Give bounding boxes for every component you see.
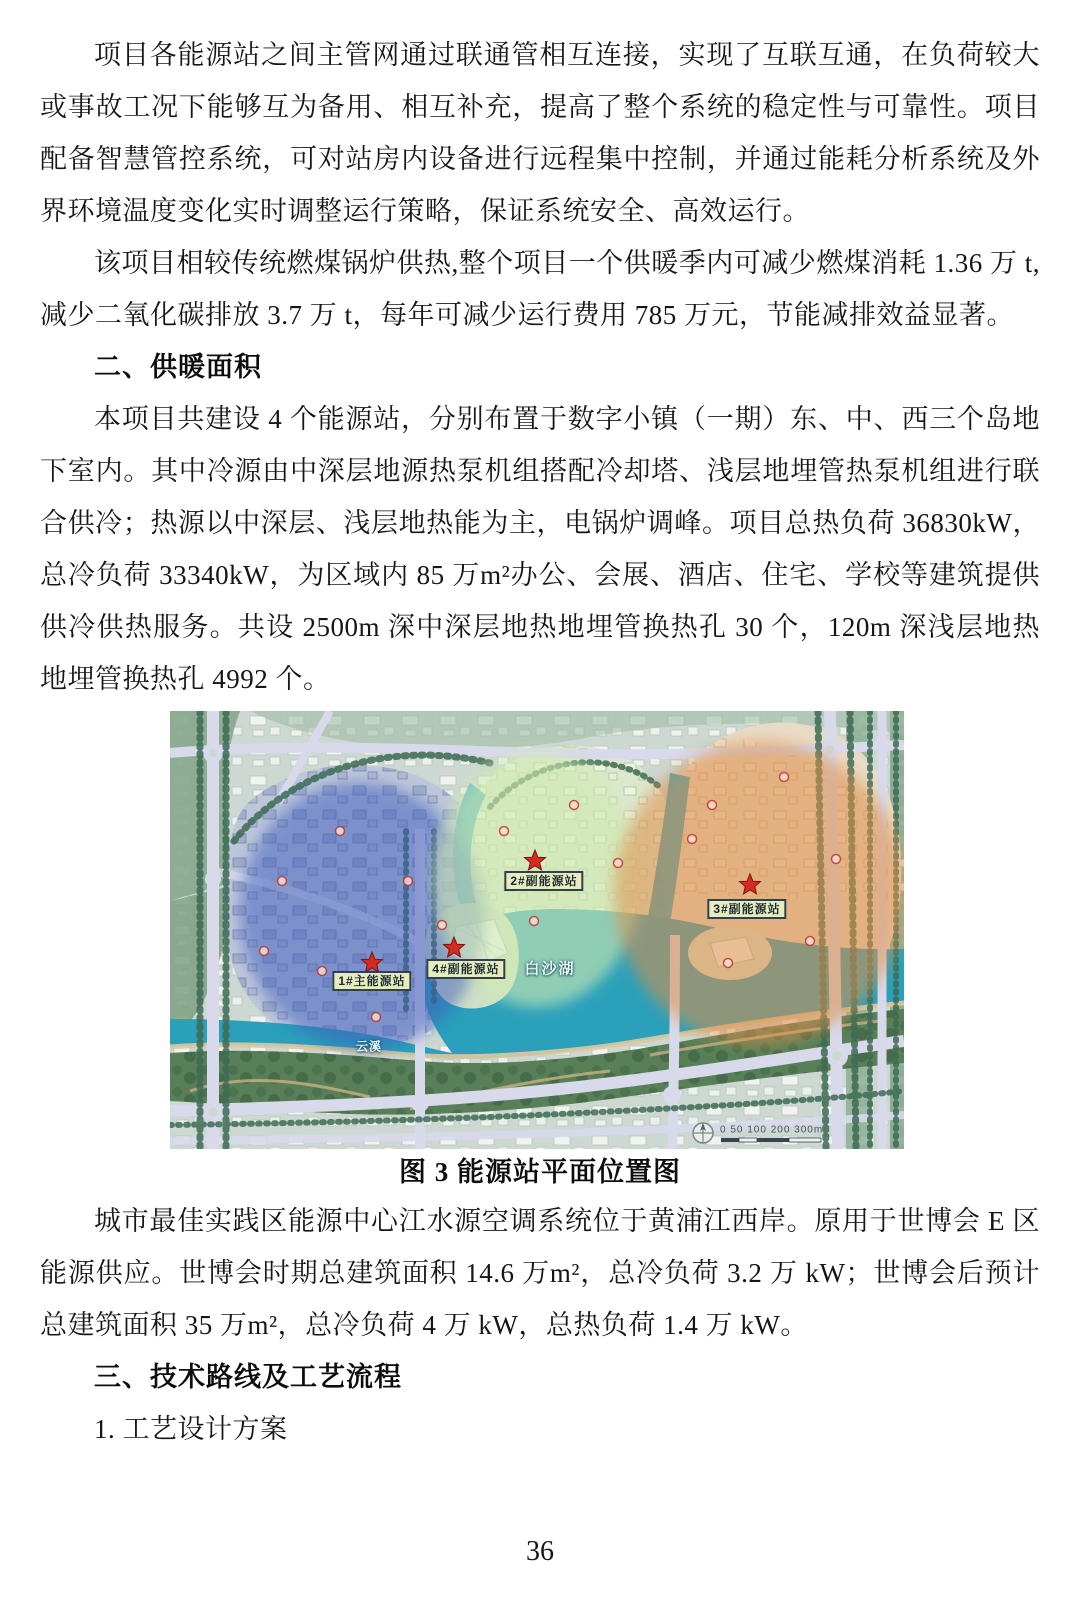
river-name-label: 云溪: [355, 1039, 383, 1054]
page-number: 36: [526, 1536, 554, 1567]
station2-label: 2#副能源站: [504, 871, 583, 891]
heading-technical-route: 三、技术路线及工艺流程: [94, 1362, 402, 1392]
paragraph-station-construction: 本项目共建设 4 个能源站，分别布置于数字小镇（一期）东、中、西三个岛地下室内。其中冷源由中深层地源热泵机组搭配冷却塔、浅层地埋管热泵机组进行联合供冷；热源以中深层、浅层地热能为主，电锅炉调峰。项目总热负荷 36830kW，总冷负荷 33340kW，为区域内 85 万m²办公、会展、酒店、住宅、学校等建筑提供供冷供热服务。共设 2500m 深中深层地热地埋管换热孔 30 个，120m 深浅层地热地埋管换热孔 4992 个。: [40, 404, 1040, 694]
station3-label: 3#副能源站: [707, 899, 786, 919]
paragraph-urban-best-practice: 城市最佳实践区能源中心江水源空调系统位于黄浦江西岸。原用于世博会 E 区能源供应。世博会时期总建筑面积 14.6 万m²，总冷负荷 3.2 万 kW；世博会后预计总建筑面积 35 万m²，总冷负荷 4 万 kW，总热负荷 1.4 万 kW。: [40, 1206, 1040, 1340]
paragraph-energy-saving-benefits: 该项目相较传统燃煤锅炉供热,整个项目一个供暖季内可减少燃煤消耗 1.36 万 t,减少二氧化碳排放 3.7 万 t，每年可减少运行费用 785 万元，节能减排效益显著。: [40, 248, 1040, 330]
list-item-process-design: 1. 工艺设计方案: [94, 1414, 288, 1444]
lake-name-label: 白沙湖: [524, 960, 576, 978]
site-plan-map: [170, 711, 904, 1149]
figure-caption: 图 3 能源站平面位置图: [399, 1157, 681, 1187]
paragraph-network-interconnection: 项目各能源站之间主管网通过联通管相互连接，实现了互联互通，在负荷较大或事故工况下能够互为备用、相互补充，提高了整个系统的稳定性与可靠性。项目配备智慧管控系统，可对站房内设备进行远程集中控制，并通过能耗分析系统及外界环境温度变化实时调整运行策略，保证系统安全、高效运行。: [40, 40, 1040, 226]
station4-label: 4#副能源站: [426, 959, 505, 979]
figure-energy-station-map: [170, 711, 904, 1149]
heading-heating-area: 二、供暖面积: [94, 352, 262, 382]
station1-label: 1#主能源站: [332, 971, 411, 991]
scale-bar-text: 0 50 100 200 300m: [720, 1124, 824, 1136]
